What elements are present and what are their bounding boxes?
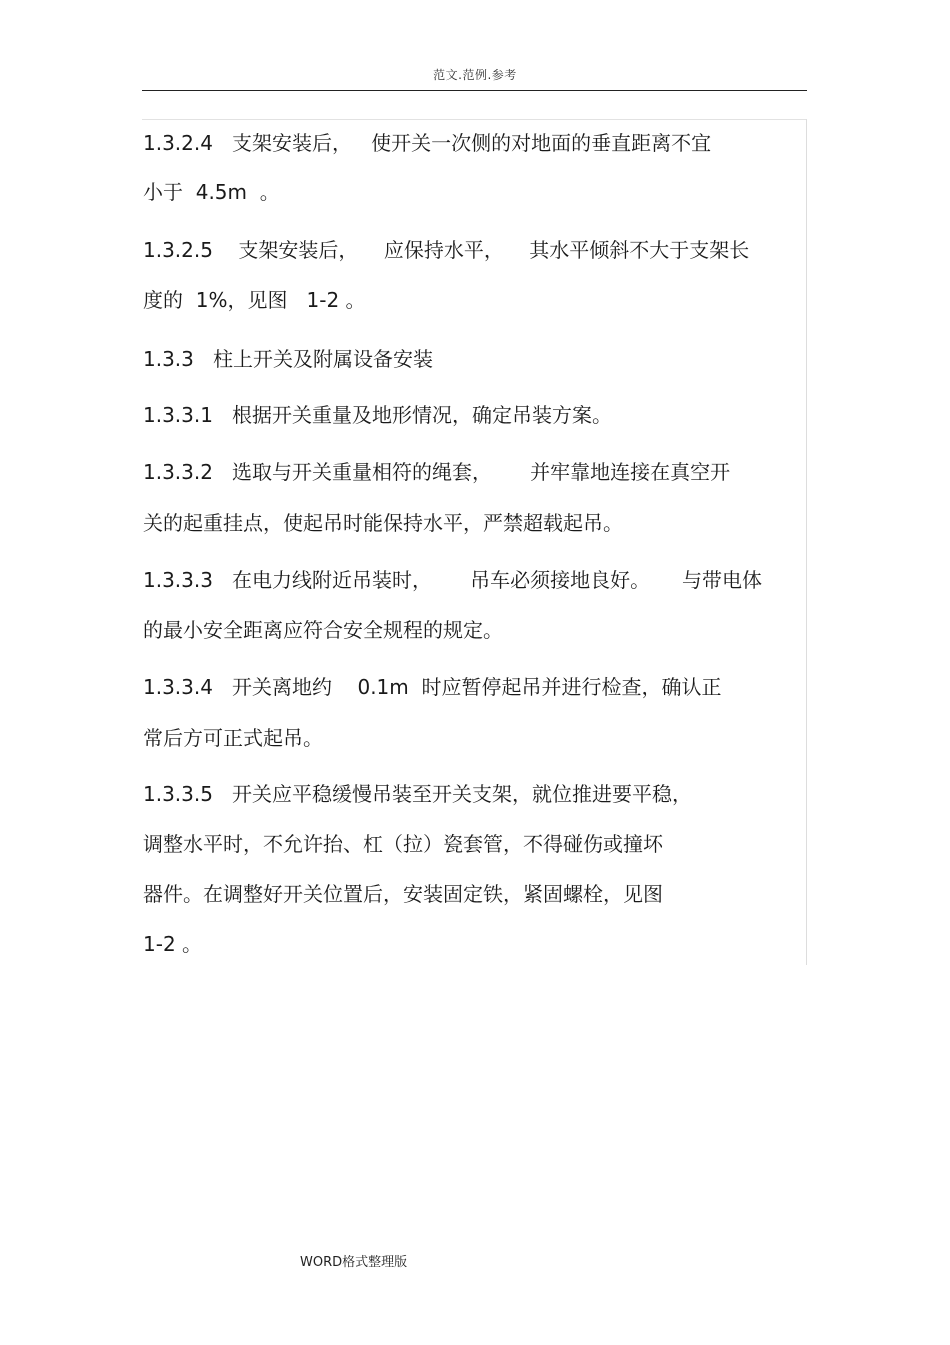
content-frame-right-border	[806, 119, 807, 965]
text-line: 1.3.3.2 选取与开关重量相符的绳套， 并牢靠地连接在真空开	[143, 460, 731, 484]
text-line: 1.3.2.5 支架安装后， 应保持水平， 其水平倾斜不大于支架长	[143, 238, 750, 262]
text-line: 1.3.3.5 开关应平稳缓慢吊装至开关支架，就位推进要平稳，	[143, 782, 693, 806]
content-frame-top-border	[142, 119, 807, 120]
page-footer: WORD格式整理版	[300, 1255, 408, 1270]
text-line: 调整水平时，不允许抬、杠（拉）瓷套管，不得碰伤或撞坏	[143, 832, 663, 856]
text-line: 1.3.3 柱上开关及附属设备安装	[143, 347, 433, 371]
text-line: 小于 4.5m 。	[143, 180, 280, 204]
text-line: 常后方可正式起吊。	[143, 726, 323, 750]
text-line: 1.3.3.1 根据开关重量及地形情况，确定吊装方案。	[143, 403, 613, 427]
header-text: 范文.范例.参考	[433, 68, 517, 82]
text-line: 1-2 。	[143, 932, 203, 956]
text-line: 1.3.3.3 在电力线附近吊装时， 吊车必须接地良好。 与带电体	[143, 568, 762, 592]
header-divider	[142, 90, 807, 91]
text-line: 关的起重挂点，使起吊时能保持水平，严禁超载起吊。	[143, 511, 623, 535]
text-line: 1.3.3.4 开关离地约 0.1m 时应暂停起吊并进行检查，确认正	[143, 675, 722, 699]
text-line: 器件。在调整好开关位置后，安装固定铁，紧固螺栓，见图	[143, 882, 663, 906]
text-line: 度的 1%，见图 1-2 。	[143, 288, 366, 312]
text-line: 的最小安全距离应符合安全规程的规定。	[143, 618, 503, 642]
text-line: 1.3.2.4 支架安装后， 使开关一次侧的对地面的垂直距离不宜	[143, 131, 712, 155]
